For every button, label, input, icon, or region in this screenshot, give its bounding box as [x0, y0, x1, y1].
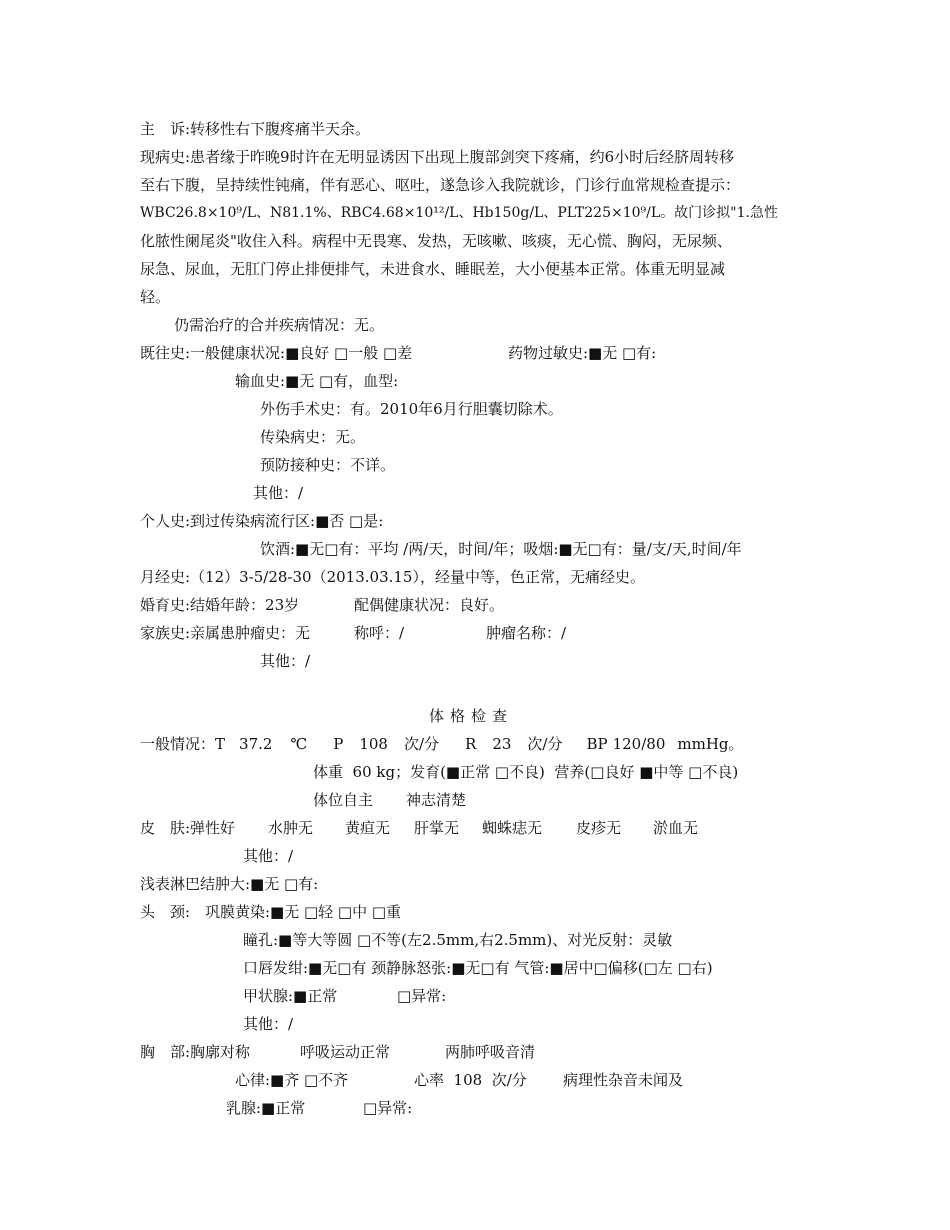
skin-other: 其他：/	[243, 847, 294, 865]
bp-label: BP	[586, 735, 608, 753]
chest-lung-sounds: 两肺呼吸音清	[445, 1043, 536, 1061]
heart-murmur: 病理性杂音未闻及	[563, 1071, 684, 1089]
skin-liver-palm: 肝掌无	[414, 819, 460, 837]
family-relation: 称呼：/	[354, 624, 405, 642]
skin-rash: 皮疹无	[576, 819, 622, 837]
family-tumor: 家族史:亲属患肿瘤史：无	[140, 624, 311, 642]
skin-elasticity: 皮 肤:弹性好	[140, 819, 236, 837]
bp-value: 120/80	[612, 735, 666, 753]
hpi-line-3: WBC26.8×10⁹/L、N81.1%、RBC4.68×10¹²/L、Hb150g/L、PLT225×10⁹/L。故门诊拟"1.急性	[140, 205, 778, 221]
hpi-line-2: 至右下腹，呈持续性钝痛，伴有恶心、呕吐，遂急诊入我院就诊，门诊行血常规检查提示：	[140, 176, 741, 194]
pulse-value: 108	[359, 735, 388, 753]
pulse-label: P	[333, 735, 344, 753]
bp-unit: mmHg。	[677, 735, 744, 753]
thyroid-normal: 甲状腺:■正常	[243, 987, 338, 1005]
temp-label: T	[215, 735, 226, 753]
resp-value: 23	[492, 735, 512, 753]
hpi-line-1: 现病史:患者缘于昨晚9时许在无明显诱因下出现上腹部剑突下疼痛，约6小时后经脐周转移	[140, 148, 735, 166]
skin-spider-nevi: 蜘蛛痣无	[482, 819, 543, 837]
sclera-jaundice: 巩膜黄染:■无 □轻 □中 □重	[205, 903, 402, 921]
past-surgery: 外伤手术史：有。2010年6月行胆囊切除术。	[260, 400, 563, 418]
chest-thorax: 胸 部:胸廓对称	[140, 1043, 251, 1061]
past-other: 其他：/	[253, 484, 304, 502]
past-drug-allergy: 药物过敏史:■无 □有:	[508, 344, 657, 362]
marital-age: 婚育史:结婚年龄：23岁	[140, 596, 300, 614]
hpi-line-4: 化脓性阑尾炎"收住入科。病程中无畏寒、发热，无咳嗽、咳痰，无心慌、胸闷，无尿频、	[140, 232, 732, 250]
personal-epidemic: 个人史:到过传染病流行区:■否 □是:	[140, 512, 384, 530]
skin-edema: 水肿无	[268, 819, 314, 837]
lips-jugular-trachea: 口唇发绀:■无□有 颈静脉怒张:■无□有 气管:■居中□偏移(□左 □右)	[243, 959, 713, 977]
exam-title: 体格检查	[429, 707, 514, 725]
heart-rhythm: 心律:■齐 □不齐	[235, 1071, 349, 1089]
hpi-line-6: 轻。	[140, 288, 171, 306]
breast-abnormal: □异常:	[363, 1099, 413, 1117]
marital-spouse: 配偶健康状况：良好。	[354, 596, 505, 614]
thyroid-abnormal: □异常:	[397, 987, 447, 1005]
past-infectious: 传染病史：无。	[260, 428, 366, 446]
skin-jaundice: 黄疸无	[345, 819, 391, 837]
vitals-label: 一般情况：	[140, 735, 216, 753]
resp-label: R	[465, 735, 477, 753]
chest-breath-movement: 呼吸运动正常	[300, 1043, 391, 1061]
past-vaccination: 预防接种史：不详。	[260, 456, 396, 474]
exam-weight-development: 体重 60 kg；发育(■正常 □不良) 营养(□良好 ■中等 □不良)	[313, 763, 739, 781]
temp-value: 37.2	[239, 735, 273, 753]
head-neck-label: 头 颈:	[140, 903, 191, 921]
past-transfusion: 输血史:■无 □有，血型:	[235, 372, 399, 390]
family-tumor-name: 肿瘤名称：/	[486, 624, 567, 642]
temp-unit: ℃	[290, 735, 308, 753]
hpi-line-5: 尿急、尿血，无肛门停止排便排气，未进食水、睡眠差，大小便基本正常。体重无明显减	[140, 260, 726, 278]
lymph-nodes: 浅表淋巴结肿大:■无 □有:	[140, 875, 319, 893]
exam-posture: 体位自主	[313, 791, 374, 809]
breast-normal: 乳腺:■正常	[226, 1099, 306, 1117]
skin-bruise: 淤血无	[653, 819, 699, 837]
personal-habits: 饮酒:■无□有：平均 /两/天，时间/年；吸烟:■无□有：量/支/天,时间/年	[260, 540, 742, 558]
head-neck-other: 其他：/	[243, 1015, 294, 1033]
past-general-health: 既往史:一般健康状况:■良好 □一般 □差	[140, 344, 413, 362]
heart-rate: 心率 108 次/分	[414, 1071, 527, 1089]
pulse-unit: 次/分	[403, 735, 440, 753]
chief-complaint: 主 诉:转移性右下腹疼痛半天余。	[140, 120, 371, 138]
exam-vitals	[140, 734, 744, 754]
resp-unit: 次/分	[527, 735, 563, 753]
pupil: 瞳孔:■等大等圆 □不等(左2.5mm,右2.5mm)、对光反射：灵敏	[243, 931, 673, 949]
menstrual-history: 月经史:（12）3-5/28-30（2013.03.15），经量中等，色正常，无痛经史。	[140, 568, 645, 586]
exam-mind: 神志清楚	[406, 791, 467, 809]
family-other: 其他：/	[260, 652, 311, 670]
comorbidity: 仍需治疗的合并疾病情况：无。	[174, 316, 385, 334]
